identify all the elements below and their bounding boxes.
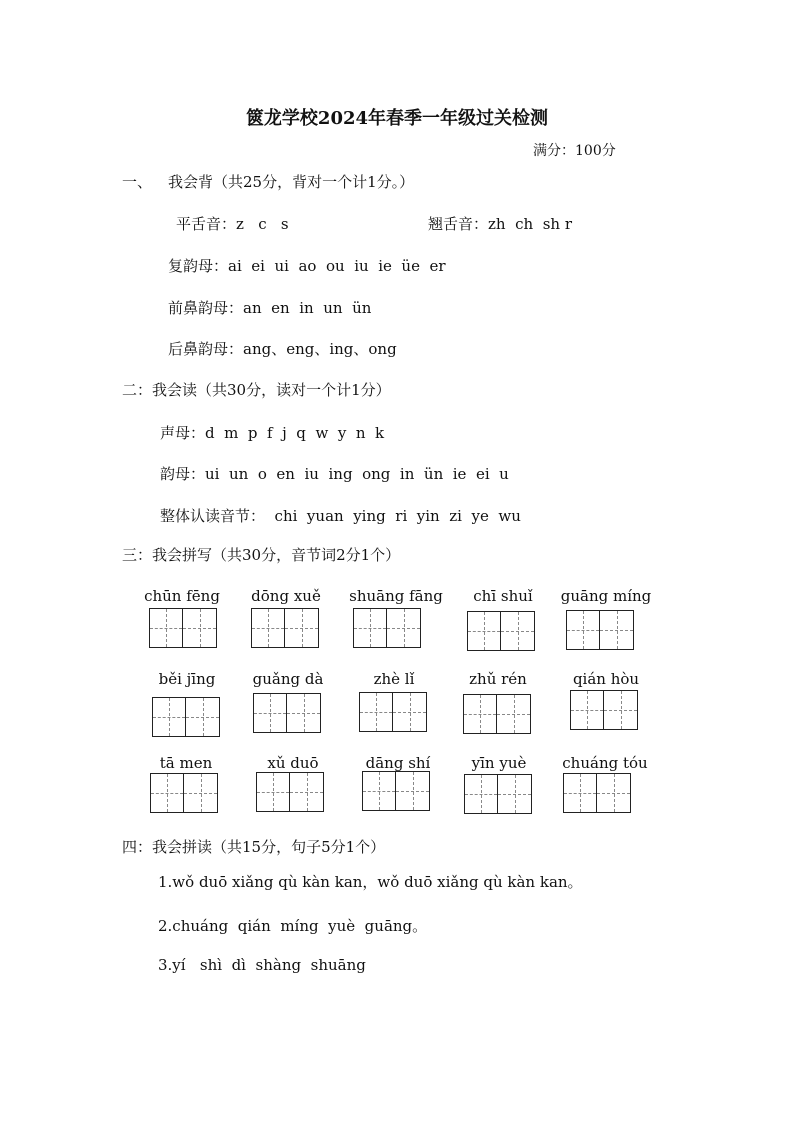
sec1-line-retroflex: 翘舌音：zh ch sh r [428,215,572,233]
word-item [463,587,543,653]
word-item [557,587,655,653]
page-title: 篋龙学校2024年春季一年级过关检测 [245,108,549,129]
word-item [247,670,329,738]
word-pinyin: dāng shí [365,754,431,772]
writing-boxes[interactable] [464,774,532,814]
word-item [354,670,434,738]
word-pinyin: chī shuǐ [473,587,533,605]
writing-boxes[interactable] [362,771,430,811]
writing-boxes[interactable] [463,694,531,734]
word-pinyin: zhè lǐ [373,670,415,688]
word-item [564,670,648,738]
word-item [246,587,326,653]
word-item [138,587,226,653]
word-pinyin: tā men [159,754,213,772]
word-pinyin: yīn yuè [471,754,527,772]
writing-boxes[interactable] [467,611,535,651]
word-item [343,587,449,653]
word-pinyin: chūn fēng [144,587,220,605]
word-item [358,754,438,816]
writing-boxes[interactable] [570,690,638,730]
writing-boxes[interactable] [253,693,321,733]
word-pinyin: qián hòu [572,670,640,688]
word-pinyin: shuāng fāng [349,587,443,605]
sec4-heading: 四：我会拼读（共15分，句子5分1个） [122,838,386,856]
writing-boxes[interactable] [353,608,421,648]
sec2-line-whole-syllables: 整体认读音节： chi yuan ying ri yin zi ye wu [160,507,521,525]
sec1-line-compound-finals: 复韵母：ai ei ui ao ou iu ie üe er [168,257,446,275]
writing-boxes[interactable] [150,773,218,813]
sec1-number: 一、 [122,173,153,191]
word-pinyin: zhǔ rén [469,670,527,688]
sec4-sentence-2: 2.chuáng qián míng yuè guāng。 [158,917,428,935]
writing-boxes[interactable] [256,772,324,812]
word-item [253,754,333,816]
word-pinyin: chuáng tóu [562,754,648,772]
writing-boxes[interactable] [359,692,427,732]
word-pinyin: běi jīng [158,670,216,688]
writing-boxes[interactable] [152,697,220,737]
word-item [459,754,539,816]
word-item [556,754,654,816]
sec3-heading: 三：我会拼写（共30分，音节词2分1个） [122,546,401,564]
sec1-heading: 我会背（共25分，背对一个计1分。） [168,173,415,191]
sec1-line-flat-tongue: 平舌音：z c s [176,215,289,233]
word-item [144,670,230,738]
writing-boxes[interactable] [566,610,634,650]
word-item [146,754,226,816]
sec1-line-front-nasal: 前鼻韵母：an en in un ün [168,299,372,317]
sec4-sentence-3: 3.yí shì dì shàng shuāng [158,956,366,974]
writing-boxes[interactable] [251,608,319,648]
word-item [458,670,538,738]
writing-boxes[interactable] [149,608,217,648]
full-score: 满分：100分 [533,143,616,159]
writing-boxes[interactable] [563,773,631,813]
word-pinyin: xǔ duō [267,754,319,772]
word-pinyin: dōng xuě [251,587,321,605]
word-pinyin: guāng míng [560,587,652,605]
sec4-sentence-1: 1.wǒ duō xiǎng qù kàn kan，wǒ duō xiǎng qù kàn kan。 [158,873,583,891]
sec2-line-finals: 韵母：ui un o en iu ing ong in ün ie ei u [160,465,509,483]
word-pinyin: guǎng dà [252,670,324,688]
sec2-line-initials: 声母：d m p f j q w y n k [160,424,385,442]
sec2-heading: 二：我会读（共30分，读对一个计1分） [122,381,391,399]
sec1-line-back-nasal: 后鼻韵母：ang、eng、ing、ong [168,340,397,358]
